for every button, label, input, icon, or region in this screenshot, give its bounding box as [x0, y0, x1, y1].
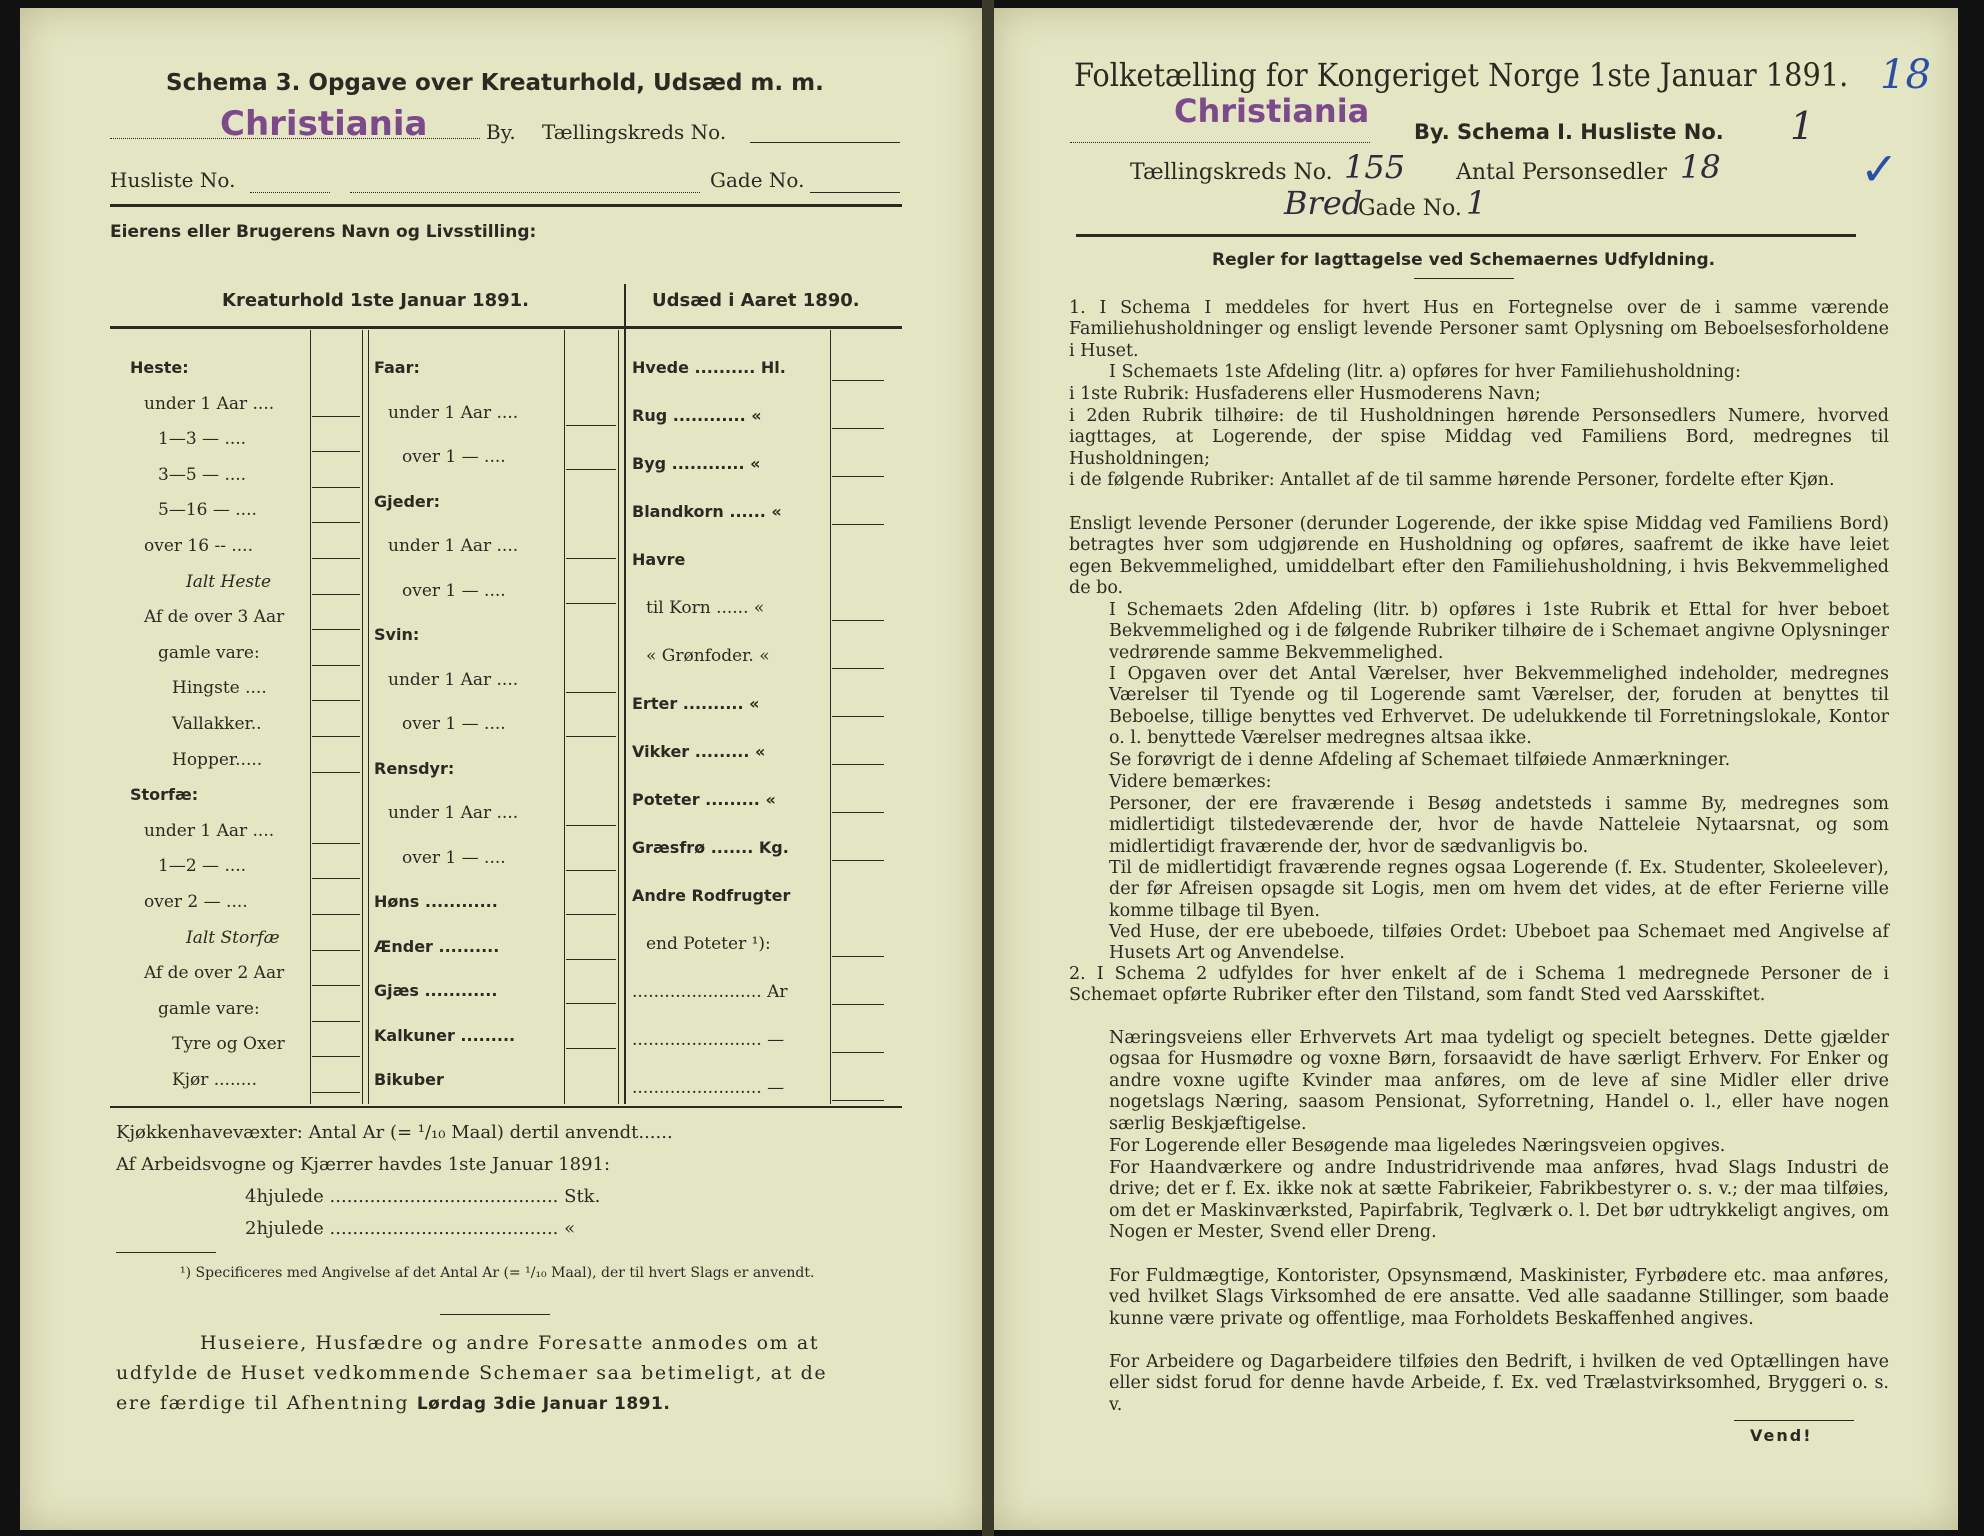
form-entry-blank [566, 692, 616, 693]
form-row-label: ........................ — [632, 1030, 785, 1050]
form-row-label: end Poteter ¹): [646, 934, 771, 954]
form-row-label: over 1 — .... [402, 847, 506, 868]
eier-label: Eierens eller Brugerens Navn og Livsstilling: [110, 222, 537, 242]
rule-haandvaerkere: For Haandværkere og andre Industridrivende maa anføres, hvad Slags Industri de drive; det er f. Ex. ikke nok at sætte Fabrikeier, Fabrikbestyrer o. s. v.; der maa tilføies, om det er Maskinværksted, Papirfabrik, Teglværk o. l. Det bør udtrykkeligt angives, om Nogen er Mester, Svend eller Dreng. [1109, 1158, 1889, 1243]
form-entry-blank [312, 1021, 360, 1022]
rule-1c: i 2den Rubrik tilhøire: de til Husholdningen hørende Personsedlers Numere, hvorved iagttages, at Logerende, der spise Middag ved Familiens Bord, medregnes til Husholdningen; [1069, 406, 1889, 469]
form-row-label: Rug ............ « [632, 406, 762, 425]
personsedler-label: Antal Personsedler [1456, 160, 1668, 185]
form-entry-blank [312, 914, 360, 915]
form-entry-blank [312, 1056, 360, 1057]
form-entry-blank [312, 950, 360, 951]
form-entry-blank [832, 1100, 884, 1101]
udsaed-header: Udsæd i Aaret 1890. [652, 290, 860, 311]
form-row-label: Hingste .... [172, 678, 267, 699]
gade-no-blank [810, 192, 900, 193]
form-entry-blank [312, 772, 360, 773]
col2-sep-c [618, 330, 619, 1104]
form-row-label: under 1 Aar .... [144, 393, 275, 414]
form-row-label: under 1 Aar .... [388, 536, 519, 556]
taellingskreds-value: 155 [1344, 148, 1406, 186]
form-entry-blank [312, 522, 360, 523]
husliste-blank [250, 192, 330, 194]
right-city-stamp: Christiania [1174, 92, 1370, 130]
form-entry-blank [566, 959, 616, 960]
form-entry-blank [312, 558, 360, 559]
form-row-label: over 2 — .... [144, 892, 248, 912]
rules-title: Regler for Iagttagelse ved Schemaernes Udfyldning. [1212, 250, 1716, 270]
rule-logerende: Til de midlertidigt fraværende regnes ogsaa Logerende (f. Ex. Studenter, Skoleelever), der før Afreisen opsagde sit Logis, men om hvem det vides, at de efter Ferierne ville komme tilbage til Byen. [1109, 858, 1889, 921]
form-entry-blank [312, 1092, 360, 1093]
form-entry-blank [566, 870, 616, 871]
form-row-label: Bikuber [374, 1070, 444, 1089]
form-entry-blank [832, 812, 884, 813]
form-row-label: over 1 — .... [402, 447, 506, 467]
left-page [20, 8, 982, 1530]
form-row-label: Af de over 2 Aar [144, 963, 285, 984]
form-row-label: gamle vare: [158, 998, 260, 1019]
right-city-line [1070, 142, 1370, 144]
form-entry-blank [566, 1048, 616, 1049]
form-entry-blank [566, 736, 616, 737]
vend-rule [1734, 1420, 1854, 1421]
closing-line-1: Huseiere, Husfædre og andre Foresatte anmodes om at [200, 1332, 820, 1354]
form-entry-blank [832, 1052, 884, 1053]
rule-1: 1. I Schema I meddeles for hvert Hus en Fortegnelse over de i samme værende Familiehusholdninger og ensligt levende Personer samt Oplysning om Beboelsesforholdene i Huset. [1069, 298, 1889, 361]
form-row-label: « Grønfoder. « [646, 646, 770, 666]
right-header-rule [1076, 234, 1856, 237]
form-entry-blank [566, 914, 616, 915]
form-entry-blank [832, 1004, 884, 1005]
form-row-label: Svin: [374, 625, 420, 644]
form-entry-blank [832, 380, 884, 381]
rule-2den-afdeling: I Schemaets 2den Afdeling (litr. b) opføres i 1ste Rubrik et Ettal for hver beboet Bekvemmelighed og i de følgende Rubriker tilhøire de i Schemaet angivne Oplysninger vedrørende samme Bekvemmelighed. [1109, 600, 1889, 663]
form-entry-blank [832, 764, 884, 765]
form-row-label: Ialt Storfæ [186, 927, 280, 948]
form-entry-blank [312, 416, 360, 417]
gade-blank [350, 192, 700, 194]
left-taellingskreds-label: Tællingskreds No. [542, 120, 727, 144]
form-row-label: 1—2 — .... [158, 856, 247, 877]
vend-label: Vend! [1750, 1426, 1813, 1445]
gade-value: Bred [1284, 184, 1363, 222]
form-row-label: 1—3 — .... [158, 429, 247, 450]
form-row-label: Vallakker.. [172, 714, 262, 734]
rule-videre: Videre bemærkes: [1109, 772, 1272, 792]
form-entry-blank [312, 594, 360, 595]
right-page [994, 8, 1958, 1530]
form-entry-blank [312, 843, 360, 844]
closing-line-2: udfylde de Huset vedkommende Schemaer saa betimeligt, at de [116, 1362, 828, 1384]
form-row-label: Havre [632, 550, 686, 569]
rule-besogende: For Logerende eller Besøgende maa ligeledes Næringsveien opgives. [1109, 1136, 1726, 1156]
form-row-label: Af de over 3 Aar [144, 607, 285, 628]
form-entry-blank [566, 469, 616, 470]
form-row-label: Hvede .......... Hl. [632, 358, 786, 377]
gade-no-value: 1 [1466, 184, 1487, 222]
form-entry-blank [566, 603, 616, 604]
form-row-label: under 1 Aar .... [388, 669, 519, 690]
form-row-label: Høns ............ [374, 892, 498, 911]
left-by-label: By. [486, 120, 516, 144]
table-bottom-rule [110, 1106, 902, 1108]
form-entry-blank [312, 451, 360, 452]
form-row-label: Kalkuner ......... [374, 1025, 516, 1045]
form-entry-blank [832, 524, 884, 525]
form-row-label: Blandkorn ...... « [632, 502, 782, 521]
form-row-label: 5—16 — .... [158, 500, 257, 521]
form-entry-blank [312, 629, 360, 630]
rule-1a: I Schemaets 1ste Afdeling (litr. a) opføres for hver Familiehusholdning: [1109, 362, 1741, 382]
rule-ubeboet: Ved Huse, der ere ubeboede, tilføies Ordet: Ubeboet paa Schemaet med Angivelse af Husets Art og Anvendelse. [1109, 922, 1889, 964]
form-row-label: Rensdyr: [374, 758, 455, 778]
form-entry-blank [566, 425, 616, 426]
right-gade-label: Gade No. [1358, 196, 1462, 221]
left-husliste-label: Husliste No. [110, 168, 236, 192]
form-entry-blank [832, 716, 884, 717]
hjulede4-line: 4hjulede ........................................ Stk. [245, 1186, 601, 1207]
rule-enslig: Ensligt levende Personer (derunder Logerende, der ikke spise Middag ved Familiens Bord) betragtes hver som udgjørende en Husholdning og opføres, saafremt de ikke have leiet egen Bekvemmelighed, umiddelbart efter den Familiehusholdning, i hvis Bekvemmelighed de bo. [1069, 514, 1889, 599]
header-rule [110, 204, 902, 207]
form-entry-blank [566, 558, 616, 559]
form-entry-blank [566, 825, 616, 826]
udsaed-divider [624, 284, 626, 1104]
form-entry-blank [832, 956, 884, 957]
footnote-rule [116, 1252, 216, 1253]
by-schema-line: By. Schema I. Husliste No. [1414, 120, 1724, 144]
form-entry-blank [312, 665, 360, 666]
form-row-label: Gjæs ............ [374, 981, 498, 1000]
hjulede2-line: 2hjulede ........................................ « [245, 1218, 576, 1239]
form-row-label: under 1 Aar .... [388, 803, 519, 823]
col1-sep-b [362, 330, 363, 1104]
form-entry-blank [832, 620, 884, 621]
form-row-label: til Korn ...... « [646, 598, 765, 618]
right-title: Folketælling for Kongeriget Norge 1ste Januar 1891. [1074, 56, 1849, 94]
table-header-rule [110, 326, 902, 329]
rule-1b: i 1ste Rubrik: Husfaderens eller Husmoderens Navn; [1069, 384, 1541, 404]
form-entry-blank [832, 668, 884, 669]
form-row-label: gamle vare: [158, 642, 260, 663]
arbeidsvogne-line: Af Arbeidsvogne og Kjærrer havdes 1ste Januar 1891: [116, 1154, 611, 1175]
form-row-label: 3—5 — .... [158, 464, 247, 485]
form-row-label: Gjeder: [374, 491, 441, 511]
rules-title-rule [1414, 278, 1514, 279]
form-row-label: Tyre og Oxer [172, 1034, 285, 1055]
rule-fuldmaegtige: For Fuldmægtige, Kontorister, Opsynsmænd, Maskinister, Fyrbødere etc. maa anføres, ved hvilket Slags Virksomhed de ere ansatte. Ved alle saadanne Stillinger, som baade kunne være private og offentlige, maa Forholdets Beskaffenhed angives. [1109, 1266, 1889, 1329]
form-entry-blank [832, 860, 884, 861]
taellingskreds-blank [750, 142, 900, 143]
form-entry-blank [312, 487, 360, 488]
husliste-value: 1 [1790, 104, 1815, 148]
form-row-label: ........................ — [632, 1078, 785, 1098]
form-entry-blank [832, 476, 884, 477]
personsedler-value: 18 [1680, 148, 1721, 186]
closing-line-3a: ere færdige til Afhentning [116, 1392, 417, 1414]
form-row-label: Faar: [374, 358, 420, 377]
form-entry-blank [566, 1003, 616, 1004]
form-row-label: Hopper..... [172, 749, 263, 770]
col1-sep-a [310, 330, 311, 1104]
form-row-label: ........................ Ar [632, 982, 788, 1002]
form-row-label: Poteter ......... « [632, 790, 776, 809]
col3-sep [830, 330, 831, 1104]
form-row-label: Ialt Heste [186, 571, 272, 592]
col2-sep-a [368, 330, 369, 1104]
form-row-label: Kjør ........ [172, 1070, 257, 1090]
rule-vaerelser: I Opgaven over det Antal Værelser, hver Bekvemmelighed indeholder, medregnes Værelser til Tyende og til Logerende samt Værelser, der, foruden at benyttes til Beboelse, tillige benyttes ved Erhvervet. De udelukkende til Forretningslokale, Kontor o. l. benyttede Værelser medregnes altsaa ikke. [1109, 664, 1889, 749]
kjokken-line: Kjøkkenhavevæxter: Antal Ar (= ¹/₁₀ Maal) dertil anvendt...... [116, 1122, 673, 1143]
form-row-label: Vikker ......... « [632, 742, 766, 761]
rule-fravaerende: Personer, der ere fraværende i Besøg andetsteds i samme By, medregnes som midlertidigt tilstedeværende der, hvor de havde Natteleie Nytaarsnat, og som midlertidigt fraværende der, hvor de sædvanligvis bo. [1109, 794, 1889, 857]
corner-number: 18 [1880, 52, 1931, 98]
form-row-label: Græsfrø ....... Kg. [632, 838, 789, 857]
check-mark: ✓ [1860, 142, 1899, 196]
form-row-label: Ænder .......... [374, 936, 500, 956]
rule-2: 2. I Schema 2 udfyldes for hver enkelt af de i Schema 1 medregnede Personer de i Schemaet opførte Rubriker efter den Tilstand, som fandt Sted ved Aarsskiftet. [1069, 964, 1889, 1006]
form-entry-blank [312, 985, 360, 986]
closing-line-3 [116, 1392, 670, 1414]
form-entry-blank [832, 428, 884, 429]
rule-1d: i de følgende Rubriker: Antallet af de til samme hørende Personer, fordelte efter Kjøn. [1069, 470, 1835, 490]
closing-rule [440, 1314, 550, 1315]
left-gade-label: Gade No. [710, 168, 805, 192]
form-entry-blank [312, 878, 360, 879]
right-taellingskreds-label: Tællingskreds No. [1130, 160, 1333, 185]
form-entry-blank [312, 736, 360, 737]
rule-naeringsvei: Næringsveiens eller Erhvervets Art maa tydeligt og specielt betegnes. Dette gjælder ogsaa for Husmødre og voxne Børn, forsaavidt de have særligt Erhverv. For Enker og andre voxne ugifte Kvinder maa anføres, om de leve af sine Midler eller drive nogetslags Næring, saasom Pensionat, Syforretning, Handel o. l., eller have nogen særlig Beskjæftigelse. [1109, 1028, 1889, 1134]
form-row-label: Heste: [130, 358, 189, 377]
form-row-label: Storfæ: [130, 785, 199, 805]
book-gutter [982, 0, 994, 1536]
left-city-stamp: Christiania [220, 104, 428, 144]
rule-arbeidere: For Arbeidere og Dagarbeidere tilføies den Bedrift, i hvilken de ved Optællingen have eller sidst forud for denne havde Arbeide, f. Ex. ved Trælastvirksomhed, Bryggeri o. s. v. [1109, 1352, 1889, 1415]
col2-sep-b [564, 330, 565, 1104]
rule-anmaerkninger: Se forøvrigt de i denne Afdeling af Schemaet tilføiede Anmærkninger. [1109, 750, 1731, 770]
closing-date: Lørdag 3die Januar 1891. [416, 1394, 671, 1414]
form-row-label: Andre Rodfrugter [632, 886, 791, 905]
form-row-label: over 1 — .... [402, 714, 506, 734]
form-row-label: Erter .......... « [632, 694, 760, 713]
form-row-label: over 16 -- .... [144, 536, 253, 556]
form-row-label: Byg ............ « [632, 454, 761, 473]
form-row-label: under 1 Aar .... [388, 402, 519, 423]
footnote: ¹) Specificeres med Angivelse af det Antal Ar (= ¹/₁₀ Maal), der til hvert Slags er anvendt. [180, 1265, 815, 1281]
form-row-label: under 1 Aar .... [144, 820, 275, 841]
left-title: Schema 3. Opgave over Kreaturhold, Udsæd m. m. [166, 70, 824, 96]
kreaturhold-header: Kreaturhold 1ste Januar 1891. [222, 290, 529, 311]
form-row-label: over 1 — .... [402, 580, 506, 601]
form-entry-blank [312, 700, 360, 701]
